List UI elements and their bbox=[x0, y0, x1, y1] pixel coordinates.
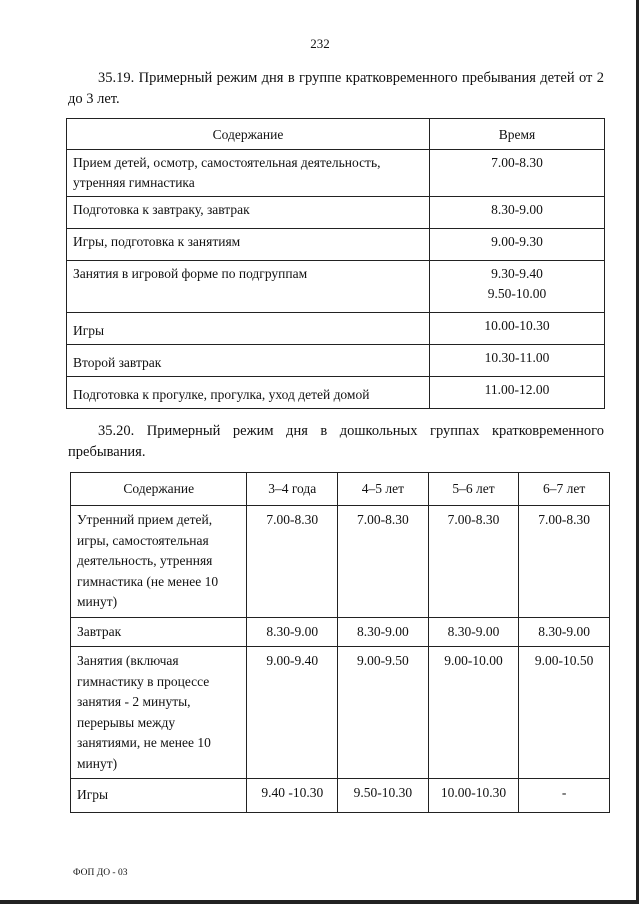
table-cell-content: Подготовка к завтраку, завтрак bbox=[67, 197, 430, 229]
table-cell-time: 8.30-9.00 bbox=[430, 197, 605, 229]
table-row bbox=[67, 377, 605, 409]
table-cell-value: 7.00-8.30 bbox=[338, 506, 429, 618]
section-number: 35.19. bbox=[98, 70, 135, 86]
table-cell-content: Утренний прием детей, игры, самостоятельная деятельность, утренняя гимнастика (не менее 10 минут) bbox=[71, 506, 247, 618]
table-row bbox=[71, 779, 610, 813]
document-footer-code: ФОП ДО - 03 bbox=[73, 868, 128, 878]
column-header-4-5: 4–5 лет bbox=[338, 473, 429, 506]
column-header-5-6: 5–6 лет bbox=[428, 473, 519, 506]
table-cell-value: 8.30-9.00 bbox=[519, 617, 610, 647]
table-cell-value: 7.00-8.30 bbox=[428, 506, 519, 618]
table-cell-value: 9.40 -10.30 bbox=[247, 779, 338, 813]
table-cell-content: Игры bbox=[71, 779, 247, 813]
table-cell-time: 9.00-9.30 bbox=[430, 229, 605, 261]
table-cell-content: Занятия (включая гимнастику в процессе занятия - 2 минуты, перерывы между занятиями, не менее 10 минут) bbox=[71, 647, 247, 779]
table-header-row bbox=[71, 473, 610, 506]
table-cell-time: 10.30-11.00 bbox=[430, 345, 605, 377]
section-heading-35-19 bbox=[68, 68, 604, 110]
column-header-6-7: 6–7 лет bbox=[519, 473, 610, 506]
column-header-3-4: 3–4 года bbox=[247, 473, 338, 506]
table-cell-time: 7.00-8.30 bbox=[430, 150, 605, 197]
table-cell-value: 9.50-10.30 bbox=[338, 779, 429, 813]
table-row bbox=[67, 229, 605, 261]
table-row bbox=[67, 261, 605, 313]
section-number: 35.20. bbox=[98, 423, 135, 439]
table-cell-value: 9.00-10.50 bbox=[519, 647, 610, 779]
table-cell-content: Второй завтрак bbox=[67, 345, 430, 377]
table-cell-content: Игры, подготовка к занятиям bbox=[67, 229, 430, 261]
table-cell-value: - bbox=[519, 779, 610, 813]
table-row bbox=[67, 150, 605, 197]
table-cell-value: 9.00-9.50 bbox=[338, 647, 429, 779]
table-row bbox=[71, 617, 610, 647]
table-cell-content: Подготовка к прогулке, прогулка, уход детей домой bbox=[67, 377, 430, 409]
column-header-content: Содержание bbox=[71, 473, 247, 506]
table-cell-time: 10.00-10.30 bbox=[430, 313, 605, 345]
table-cell-time: 11.00-12.00 bbox=[430, 377, 605, 409]
table-row bbox=[67, 197, 605, 229]
table-cell-content: Занятия в игровой форме по подгруппам bbox=[67, 261, 430, 313]
table-header-row bbox=[67, 119, 605, 150]
table-row bbox=[71, 506, 610, 618]
section-text: Примерный режим дня в группе кратковременного пребывания детей от 2 до 3 лет. bbox=[68, 70, 605, 107]
table-cell-value: 9.00-10.00 bbox=[428, 647, 519, 779]
page-number: 232 bbox=[310, 36, 330, 51]
column-header-time: Время bbox=[430, 119, 605, 150]
section-text: Примерный режим дня в дошкольных группах кратковременного пребывания. bbox=[68, 423, 605, 460]
section-heading-35-20 bbox=[68, 421, 604, 463]
table-cell-value: 10.00-10.30 bbox=[428, 779, 519, 813]
table-cell-value: 8.30-9.00 bbox=[338, 617, 429, 647]
table-row bbox=[71, 647, 610, 779]
schedule-table-2-3-years bbox=[66, 118, 605, 409]
table-row bbox=[67, 313, 605, 345]
table-cell-time: 9.30-9.40 9.50-10.00 bbox=[430, 261, 605, 313]
table-cell-value: 7.00-8.30 bbox=[247, 506, 338, 618]
table-cell-value: 8.30-9.00 bbox=[428, 617, 519, 647]
table-row bbox=[67, 345, 605, 377]
column-header-content: Содержание bbox=[67, 119, 430, 150]
table-cell-value: 9.00-9.40 bbox=[247, 647, 338, 779]
schedule-table-preschool bbox=[70, 472, 610, 813]
table-cell-value: 7.00-8.30 bbox=[519, 506, 610, 618]
table-cell-content: Игры bbox=[67, 313, 430, 345]
table-cell-content: Завтрак bbox=[71, 617, 247, 647]
table-cell-value: 8.30-9.00 bbox=[247, 617, 338, 647]
table-cell-content: Прием детей, осмотр, самостоятельная деятельность, утренняя гимнастика bbox=[67, 150, 430, 197]
